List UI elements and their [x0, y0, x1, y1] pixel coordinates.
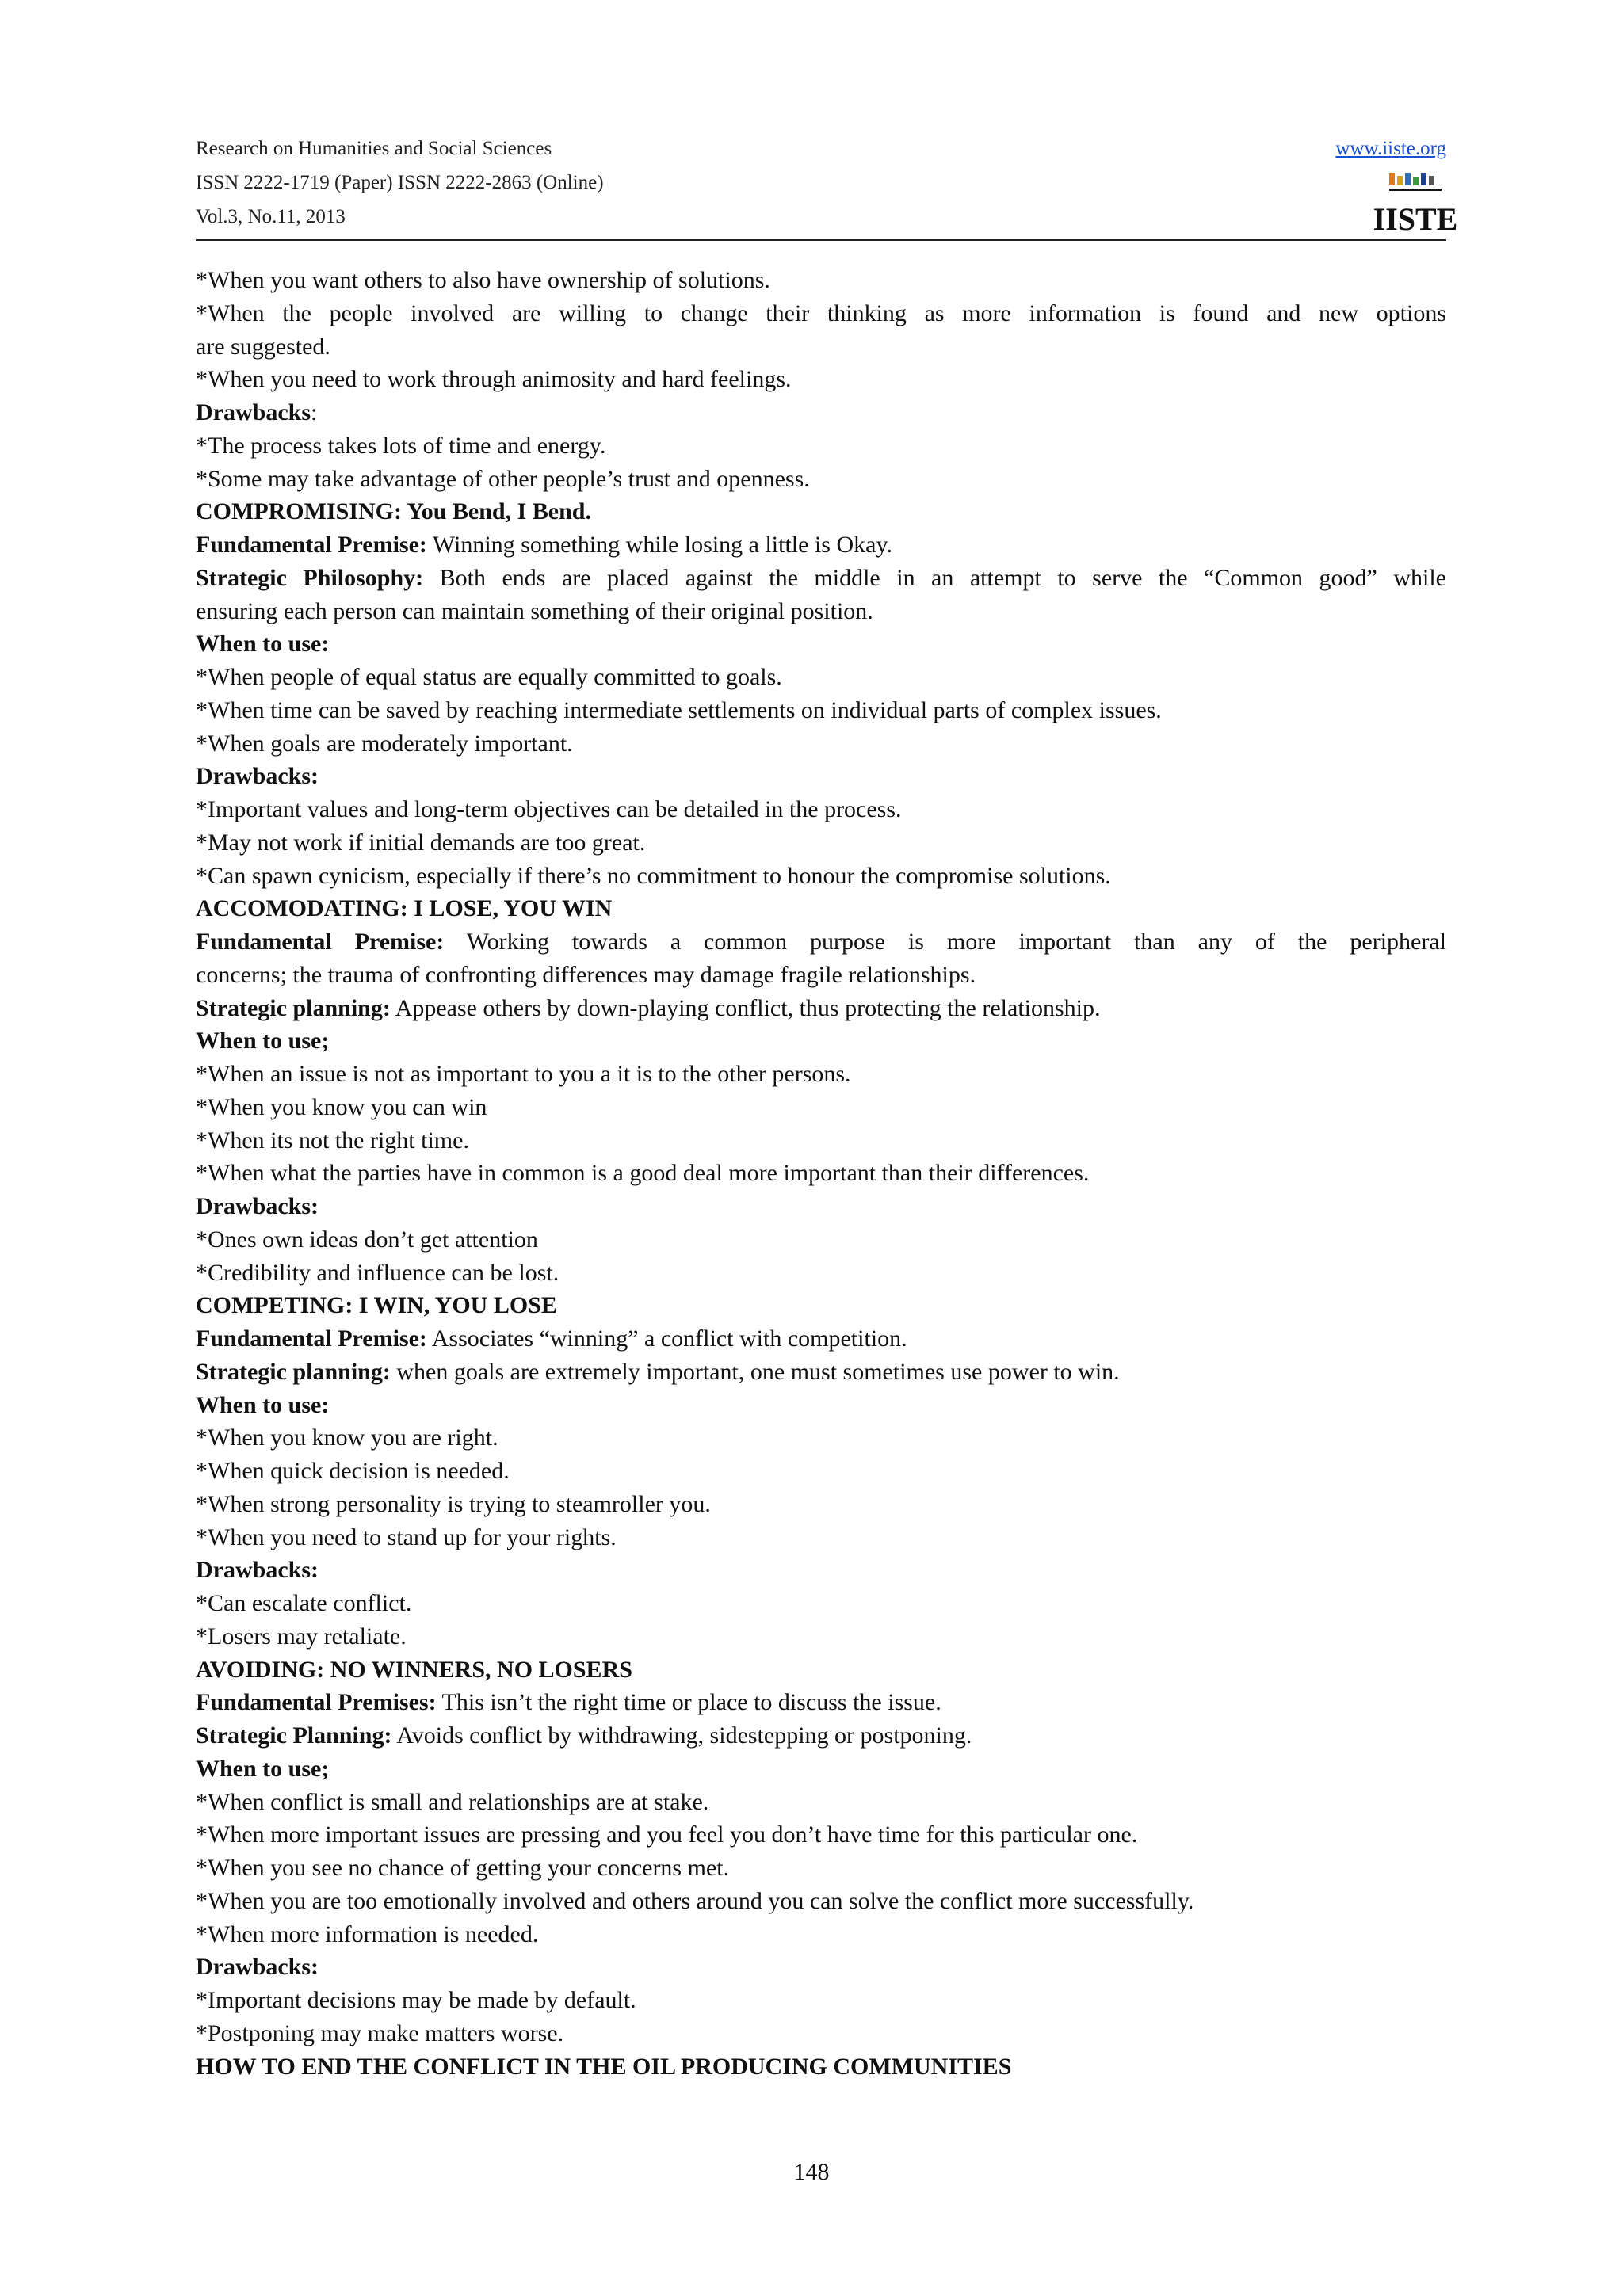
bold-label: Fundamental Premise:: [196, 532, 427, 558]
body-text: *When you see no chance of getting your concerns met.: [196, 1855, 730, 1881]
body-text: *When more important issues are pressing and you feel you don’t have time for this particular one.: [196, 1821, 1138, 1848]
text-line: [196, 1223, 1446, 1257]
text-line: [196, 297, 1446, 330]
text-line: [196, 1521, 1446, 1554]
article-body: [196, 264, 1446, 2083]
text-line: [196, 1421, 1446, 1455]
body-text: *Important values and long-term objectives can be detailed in the process.: [196, 796, 902, 822]
text-line: [196, 760, 1446, 793]
body-text: Associates “winning” a conflict with competition.: [426, 1325, 907, 1352]
body-text: Both ends are placed against the middle in an attempt to serve the “Common good” while: [423, 564, 1446, 591]
body-text: *Some may take advantage of other people’s trust and openness.: [196, 465, 810, 492]
page-header: [196, 133, 1458, 241]
body-text: *May not work if initial demands are too great.: [196, 829, 646, 856]
bold-label: When to use;: [196, 1028, 330, 1055]
text-line: [196, 1554, 1446, 1587]
bold-label: Fundamental Premises:: [196, 1689, 437, 1716]
text-line: [196, 396, 1446, 429]
bold-label: When to use;: [196, 1755, 330, 1782]
bold-label: Drawbacks:: [196, 1557, 319, 1584]
text-line: [196, 1786, 1446, 1819]
text-line: [196, 1488, 1446, 1521]
body-text: *When strong personality is trying to steamroller you.: [196, 1490, 711, 1517]
bold-label: When to use:: [196, 1391, 330, 1418]
text-line: [196, 528, 1446, 562]
body-text: :: [311, 399, 318, 425]
text-line: [196, 661, 1446, 694]
text-line: [196, 1885, 1446, 1918]
body-text: ensuring each person can maintain something of their original position.: [196, 597, 873, 624]
text-line: [196, 1190, 1446, 1223]
bold-label: Strategic planning:: [196, 1358, 391, 1385]
bold-label: Fundamental Premise:: [196, 1325, 427, 1352]
text-line: [196, 2017, 1446, 2050]
text-line: [196, 264, 1446, 297]
text-line: [196, 330, 1446, 364]
bold-label: COMPROMISING: You Bend, I Bend.: [196, 498, 591, 525]
body-text: *Ones own ideas don’t get attention: [196, 1226, 538, 1253]
text-line: [196, 1653, 1446, 1687]
body-text: *When time can be saved by reaching intermediate settlements on individual parts of complex issues.: [196, 696, 1162, 723]
bold-label: HOW TO END THE CONFLICT IN THE OIL PRODUCING COMMUNITIES: [196, 2053, 1012, 2080]
body-text: *When an issue is not as important to you a it is to the other persons.: [196, 1061, 851, 1087]
bold-label: Strategic Philosophy:: [196, 564, 424, 591]
text-line: [196, 1455, 1446, 1488]
body-text: *When you are too emotionally involved and others around you can solve the conflict more successfully.: [196, 1887, 1194, 1914]
body-text: *When what the parties have in common is a good deal more important than their differences.: [196, 1160, 1090, 1187]
body-text: *The process takes lots of time and energy.: [196, 432, 606, 459]
bold-label: Fundamental Premise:: [196, 929, 445, 955]
volume-line: Vol.3, No.11, 2013: [196, 206, 346, 227]
body-text: This isn’t the right time or place to discuss the issue.: [436, 1689, 941, 1716]
bold-label: ACCOMODATING: I LOSE, YOU WIN: [196, 895, 613, 922]
text-line: [196, 1918, 1446, 1951]
text-line: [196, 1389, 1446, 1422]
body-text: *Can spawn cynicism, especially if there’s no commitment to honour the compromise solutions.: [196, 862, 1111, 889]
text-line: [196, 1719, 1446, 1753]
text-line: [196, 1951, 1446, 1984]
bold-label: Drawbacks: [196, 399, 311, 425]
body-text: *Credibility and influence can be lost.: [196, 1259, 559, 1286]
bold-label: Drawbacks:: [196, 1954, 319, 1981]
bold-label: COMPETING: I WIN, YOU LOSE: [196, 1292, 557, 1319]
text-line: [196, 2050, 1446, 2084]
body-text: *When you know you are right.: [196, 1425, 498, 1451]
svg-text:IISTE: IISTE: [1373, 201, 1458, 237]
text-line: [196, 1686, 1446, 1719]
text-line: [196, 1157, 1446, 1190]
body-text: *When conflict is small and relationships are at stake.: [196, 1788, 709, 1815]
text-line: [196, 925, 1446, 959]
body-text: *When people of equal status are equally committed to goals.: [196, 664, 782, 690]
body-text: Appease others by down-playing conflict, thus protecting the relationship.: [390, 994, 1101, 1021]
body-text: concerns; the trauma of confronting differences may damage fragile relationships.: [196, 961, 976, 988]
body-text: *Can escalate conflict.: [196, 1590, 412, 1616]
text-line: [196, 694, 1446, 727]
text-line: [196, 826, 1446, 860]
body-text: *When more information is needed.: [196, 1920, 539, 1947]
text-line: [196, 1322, 1446, 1356]
body-text: *Losers may retaliate.: [196, 1623, 407, 1650]
body-text: Working towards a common purpose is more important than any of the peripheral: [444, 929, 1446, 955]
bold-label: AVOIDING: NO WINNERS, NO LOSERS: [196, 1656, 632, 1683]
text-line: [196, 992, 1446, 1025]
bold-label: Drawbacks:: [196, 1193, 319, 1219]
text-line: [196, 463, 1446, 496]
journal-title: Research on Humanities and Social Sciences: [196, 138, 552, 159]
text-line: [196, 1257, 1446, 1290]
bold-label: Strategic Planning:: [196, 1722, 392, 1749]
text-line: [196, 727, 1446, 761]
iiste-logo-icon: [1373, 171, 1458, 237]
text-line: [196, 627, 1446, 661]
text-line: [196, 892, 1446, 925]
body-text: *When the people involved are willing to change their thinking as more information is found and new options: [196, 299, 1446, 326]
body-text: *When you know you can win: [196, 1093, 487, 1120]
text-line: [196, 1587, 1446, 1620]
text-line: [196, 1984, 1446, 2017]
page-number: 148: [793, 2159, 830, 2185]
body-text: *Postponing may make matters worse.: [196, 2019, 564, 2046]
text-line: [196, 1356, 1446, 1389]
body-text: Winning something while losing a little is Okay.: [426, 532, 893, 558]
text-line: [196, 860, 1446, 893]
bold-label: Strategic planning:: [196, 994, 391, 1021]
text-line: [196, 1818, 1446, 1852]
text-line: [196, 495, 1446, 528]
text-line: [196, 562, 1446, 595]
text-line: [196, 959, 1446, 992]
text-line: [196, 595, 1446, 628]
text-line: [196, 1753, 1446, 1786]
text-line: [196, 363, 1446, 396]
body-text: *When you need to stand up for your rights.: [196, 1524, 617, 1550]
body-text: *When quick decision is needed.: [196, 1458, 510, 1484]
text-line: [196, 1091, 1446, 1124]
body-text: *When you want others to also have ownership of solutions.: [196, 267, 770, 293]
text-line: [196, 1852, 1446, 1885]
body-text: *When goals are moderately important.: [196, 730, 573, 757]
body-text: *When its not the right time.: [196, 1127, 469, 1154]
journal-website-link[interactable]: www.iiste.org: [1335, 138, 1446, 159]
text-line: [196, 1124, 1446, 1158]
body-text: when goals are extremely important, one must sometimes use power to win.: [390, 1358, 1120, 1385]
body-text: are suggested.: [196, 333, 330, 360]
text-line: [196, 1024, 1446, 1058]
body-text: Avoids conflict by withdrawing, sidestepping or postponing.: [391, 1722, 972, 1749]
text-line: [196, 793, 1446, 826]
body-text: *When you need to work through animosity and hard feelings.: [196, 366, 792, 393]
body-text: *Important decisions may be made by default.: [196, 1987, 636, 2013]
text-line: [196, 429, 1446, 463]
text-line: [196, 1289, 1446, 1322]
header-divider: [196, 239, 1446, 241]
bold-label: When to use:: [196, 631, 330, 658]
text-line: [196, 1620, 1446, 1653]
bold-label: Drawbacks:: [196, 763, 319, 790]
issn-line: ISSN 2222-1719 (Paper) ISSN 2222-2863 (Online): [196, 172, 604, 193]
text-line: [196, 1058, 1446, 1091]
